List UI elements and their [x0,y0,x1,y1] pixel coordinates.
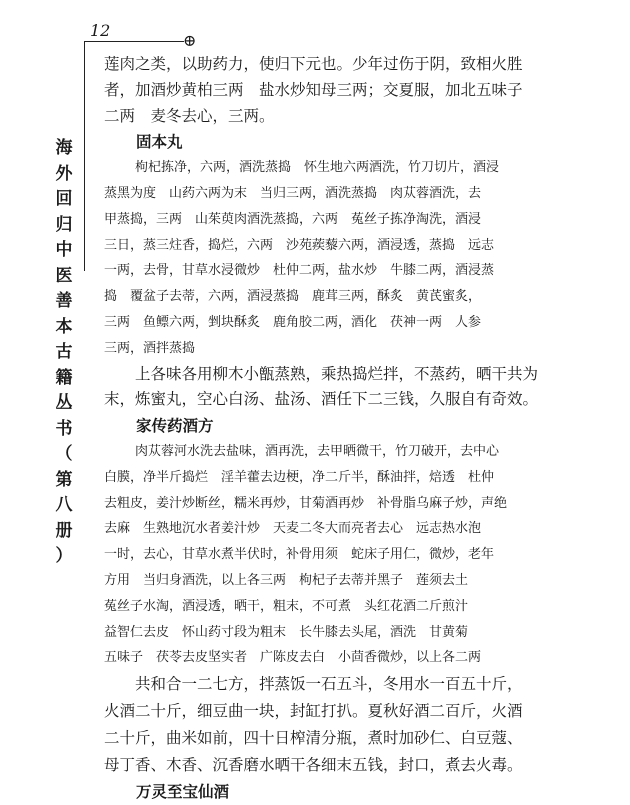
text-line: 甲蒸捣，三两 山茱萸肉酒洗蒸捣，六两 菟丝子拣净淘洗，酒浸 [104,211,482,227]
series-title-char: 书 [55,418,73,439]
text-line: 者，加酒炒黄柏三两 盐水炒知母三两；交夏服，加北五味子 [104,80,523,99]
text-line: 益智仁去皮 怀山药寸段为粗末 长牛膝去头尾，酒洗 甘黄菊 [104,624,469,640]
series-title-char: 海 [55,138,73,158]
page-number: 12 [90,21,111,40]
text-line: 去粗皮，姜汁炒断丝，糯米再炒，甘菊酒再炒 补骨脂乌麻子炒，声绝 [104,495,508,511]
text-line: 白膜，净半斤捣烂 淫羊藿去边梗，净二斤半，酥油拌，焙透 杜仲 [104,469,495,485]
text-line: 蒸黑为度 山药六两为末 当归三两，酒洗蒸捣 肉苁蓉酒洗，去 [104,185,482,201]
text-line: 一时，去心，甘草水煮半伏时，补骨用须 蛇床子用仁，微炒，老年 [104,547,495,563]
series-title-char: 回 [55,189,73,209]
series-title-char: （ [55,444,73,464]
text-line: 三两，酒拌蒸捣 [104,340,196,356]
series-title-char: 外 [55,163,73,184]
text-line: 二十斤，曲米如前，四十日榨清分瓶，煮时加砂仁、白豆蔻、 [104,729,523,748]
series-title-char: 八 [55,495,73,515]
series-title-char: 籍 [55,367,73,388]
text-line: 五味子 茯苓去皮坚实者 广陈皮去白 小茴香微炒，以上各二两 [104,650,482,666]
recipe-heading: 固本丸 [136,132,183,152]
series-title-char: 医 [55,265,73,286]
series-title [52,136,76,570]
text-line: 末，炼蜜丸，空心白汤、盐汤、酒任下二三钱，久服自有奇效。 [104,390,539,409]
recipe-heading: 万灵至宝仙酒 [136,782,230,802]
text-line: 枸杞拣净，六两，酒洗蒸捣 怀生地六两酒洗，竹刀切片，酒浸 [135,160,500,176]
text-line: 一两，去骨，甘草水浸微炒 杜仲二两，盐水炒 牛膝二两，酒浸蒸 [104,263,495,279]
body-text [104,52,584,805]
ornament-icon: ⊕ [183,31,197,50]
text-line: 二两 麦冬去心，三两。 [104,106,275,125]
series-title-char: 善 [55,291,73,311]
series-title-char: 古 [55,342,73,362]
text-line: 上各味各用柳木小甑蒸熟，乘热捣烂拌，不蒸药，晒干共为 [135,364,539,383]
text-line: 母丁香、木香、沉香磨水晒干各细末五钱，封口，煮去火毒。 [104,756,523,775]
text-line: 火酒二十斤，细豆曲一块，封缸打扒。夏秋好酒二百斤，火酒 [104,702,523,721]
text-line: 莲肉之类，以助药力，使归下元也。少年过伤于阴，致相火胜 [104,55,523,73]
series-title-char: 丛 [55,393,73,413]
series-title-char: 册 [55,520,73,541]
series-title-char: ） [55,546,73,566]
series-title-char: 第 [55,469,73,490]
series-title-char: 中 [55,240,73,260]
text-line: 共和合一二七方，拌蒸饭一石五斗，冬用水一百五十斤， [135,675,523,694]
header-rule [84,41,184,42]
recipe-heading: 家传药酒方 [136,416,214,436]
margin-rule [84,41,85,271]
series-title-char: 归 [55,214,73,235]
series-title-char: 本 [55,316,73,337]
text-line: 三两 鱼鳔六两，剉块酥炙 鹿角胶二两，酒化 茯神一两 人参 [104,314,482,330]
text-line: 捣 覆盆子去蒂，六两，酒浸蒸捣 鹿茸三两，酥炙 黄芪蜜炙， [104,289,482,305]
text-line: 菟丝子水淘，酒浸透，晒干，粗末，不可煮 头红花酒二斤煎汁 [104,598,469,614]
text-line: 去麻 生熟地沉水者姜汁炒 天麦二冬大而亮者去心 远志热水泡 [104,521,482,537]
text-line: 肉苁蓉河水洗去盐味，酒再洗，去甲晒微干，竹刀破开，去中心 [135,443,500,459]
text-line: 方用 当归身酒洗，以上各三两 枸杞子去蒂并黑子 莲须去土 [104,572,469,588]
text-line: 三日，蒸三炷香，捣烂，六两 沙苑蒺藜六两，酒浸透，蒸捣 远志 [104,237,495,253]
